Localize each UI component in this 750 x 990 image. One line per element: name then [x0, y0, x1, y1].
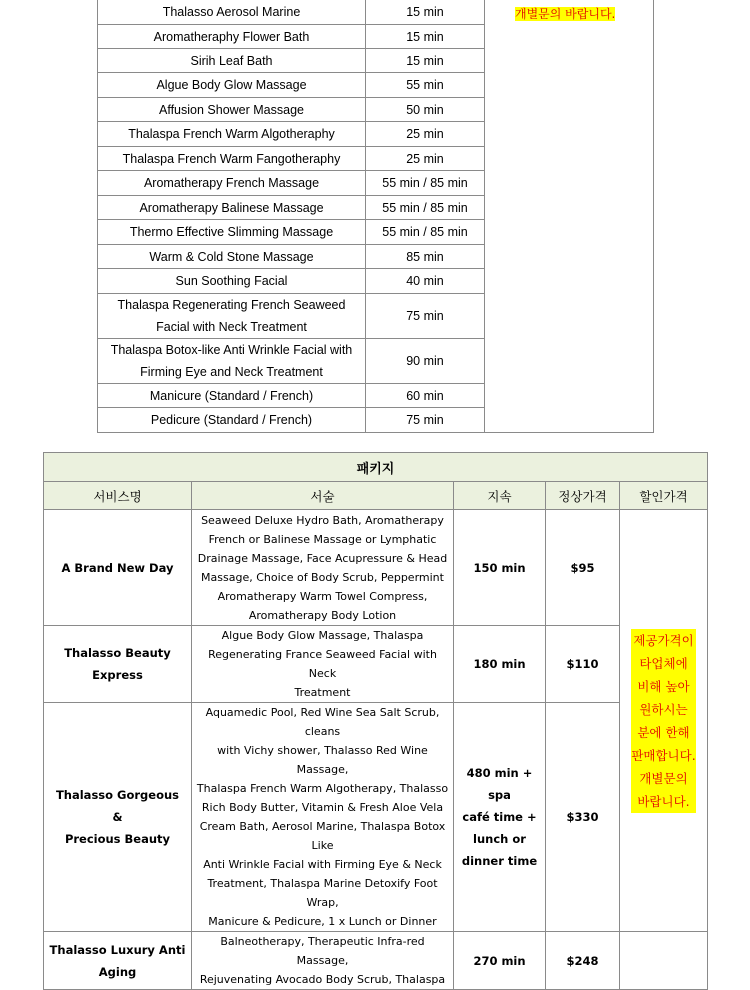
treatment-duration: 55 min / 85 min — [366, 196, 485, 220]
package-duration: 150 min — [454, 510, 546, 626]
treatment-duration: 55 min / 85 min — [366, 220, 485, 245]
treatment-name: Thalaspa French Warm Algotheraphy — [98, 122, 366, 147]
package-price: $330 — [546, 703, 620, 932]
package-title-row — [44, 453, 708, 482]
header-duration: 지속 — [454, 482, 546, 510]
package-price: $95 — [546, 510, 620, 626]
treatment-name: Sirih Leaf Bath — [98, 49, 366, 73]
treatment-duration: 75 min — [366, 294, 485, 339]
treatment-duration: 90 min — [366, 339, 485, 384]
table-row — [98, 0, 654, 25]
treatment-duration: 25 min — [366, 147, 485, 171]
package-service: Thalasso Luxury Anti Aging — [44, 932, 192, 990]
package-title: 패키지 — [44, 453, 708, 482]
treatment-name: Warm & Cold Stone Massage — [98, 245, 366, 269]
package-service: Thalasso Gorgeous & Precious Beauty — [44, 703, 192, 932]
package-price: $110 — [546, 626, 620, 703]
treatment-duration: 15 min — [366, 49, 485, 73]
package-header-row — [44, 482, 708, 510]
treatment-duration: 85 min — [366, 245, 485, 269]
treatment-duration: 40 min — [366, 269, 485, 294]
inquiry-note: 개별문의 바랍니다. — [515, 7, 616, 21]
treatment-name: Manicure (Standard / French) — [98, 384, 366, 408]
treatment-name: Thalasso Aerosol Marine — [98, 0, 366, 25]
treatment-name: Aromatherapy French Massage — [98, 171, 366, 196]
treatment-note-cell — [485, 0, 654, 433]
package-description: Aquamedic Pool, Red Wine Sea Salt Scrub, cleans with Vichy shower, Thalasso Red Wine Massage, Thalaspa French Warm Algotherapy, Thalasso Rich Body Butter, Vitamin & Fresh Aloe Vela Cream Bath, Aerosol Marine, Thalaspa Botox Like Anti Wrinkle Facial with Firming Eye & Neck Treatment, Thalaspa Marine Detoxify Foot Wrap, Manicure & Pedicure, 1 x Lunch or Dinner — [192, 703, 454, 932]
treatment-name: Thermo Effective Slimming Massage — [98, 220, 366, 245]
treatment-duration: 50 min — [366, 98, 485, 122]
treatment-duration: 15 min — [366, 0, 485, 25]
package-description: Algue Body Glow Massage, Thalaspa Regenerating France Seaweed Facial with Neck Treatment — [192, 626, 454, 703]
discount-note: 제공가격이 타업체에 비해 높아 원하시는 분에 한해 판매합니다. 개별문의 바랍니다. — [631, 629, 695, 813]
treatment-name: Sun Soothing Facial — [98, 269, 366, 294]
package-service: Thalasso Beauty Express — [44, 626, 192, 703]
package-duration: 270 min — [454, 932, 546, 990]
table-row — [44, 703, 708, 932]
treatment-duration: 55 min — [366, 73, 485, 98]
treatment-name: Thalaspa French Warm Fangotheraphy — [98, 147, 366, 171]
treatment-table — [97, 0, 654, 433]
package-description: Seaweed Deluxe Hydro Bath, Aromatherapy French or Balinese Massage or Lymphatic Drainage Massage, Face Acupressure & Head Massage, Choice of Body Scrub, Peppermint Aromatherapy Warm Towel Compress, Aromatherapy Body Lotion — [192, 510, 454, 626]
treatment-duration: 25 min — [366, 122, 485, 147]
treatment-duration: 15 min — [366, 25, 485, 49]
treatment-name: Thalaspa Botox-like Anti Wrinkle Facial with Firming Eye and Neck Treatment — [98, 339, 366, 384]
package-price: $248 — [546, 932, 620, 990]
package-service: A Brand New Day — [44, 510, 192, 626]
header-discount-price: 할인가격 — [620, 482, 708, 510]
package-table — [43, 452, 708, 990]
treatment-duration: 75 min — [366, 408, 485, 433]
header-service: 서비스명 — [44, 482, 192, 510]
treatment-name: Thalaspa Regenerating French Seaweed Facial with Neck Treatment — [98, 294, 366, 339]
treatment-name: Affusion Shower Massage — [98, 98, 366, 122]
package-description: Balneotherapy, Therapeutic Infra-red Massage, Rejuvenating Avocado Body Scrub, Thalaspa — [192, 932, 454, 990]
header-description: 서술 — [192, 482, 454, 510]
table-row — [44, 510, 708, 626]
discount-cell — [620, 510, 708, 932]
package-duration: 180 min — [454, 626, 546, 703]
treatment-duration: 60 min — [366, 384, 485, 408]
package-duration: 480 min + spa café time + lunch or dinner time — [454, 703, 546, 932]
header-regular-price: 정상가격 — [546, 482, 620, 510]
table-row — [44, 626, 708, 703]
treatment-name: Aromatherapy Balinese Massage — [98, 196, 366, 220]
treatment-duration: 55 min / 85 min — [366, 171, 485, 196]
treatment-name: Aromatheraphy Flower Bath — [98, 25, 366, 49]
table-row — [44, 932, 708, 990]
treatment-name: Pedicure (Standard / French) — [98, 408, 366, 433]
discount-cell-empty — [620, 932, 708, 990]
treatment-name: Algue Body Glow Massage — [98, 73, 366, 98]
